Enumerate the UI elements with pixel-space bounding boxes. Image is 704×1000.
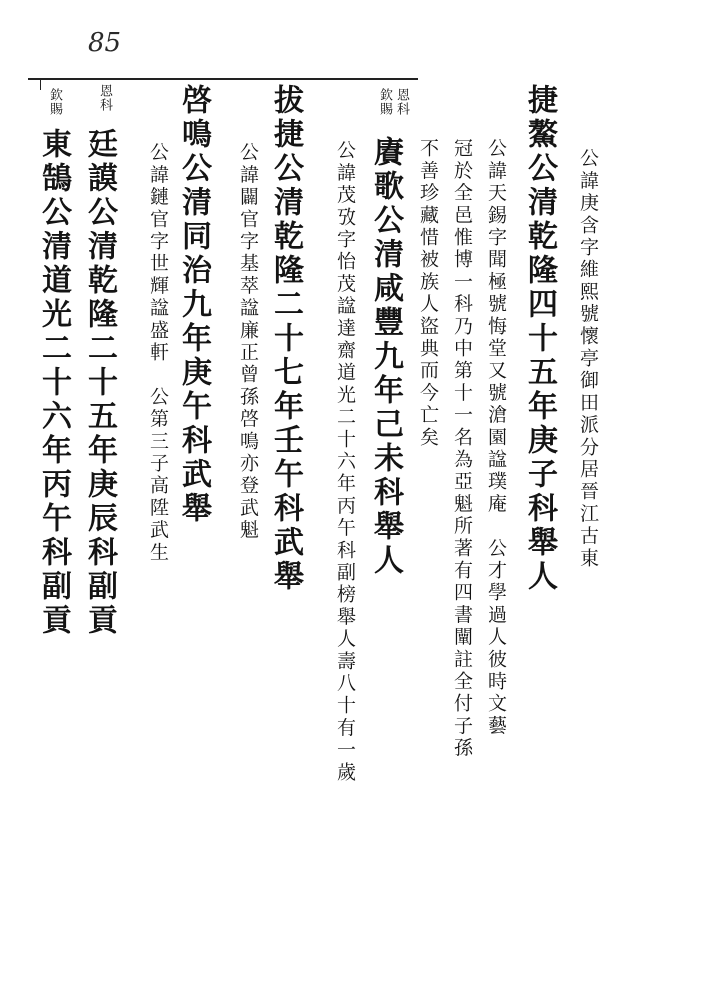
note-donghu: 欽賜 [47,88,62,116]
page-number: 85 [88,28,122,58]
text-column-1: 公諱庚含字維熙號懷亭御田派分居晉江古東 [577,148,599,570]
text-column-11: 公諱鏈官字世輝諡盛軒 公第三子高陞武生 [147,142,169,564]
text-column-8: 拔捷公清乾隆二十七年壬午科武舉 [268,84,303,594]
text-column-3: 公諱天錫字聞極號悔堂又號滄園諡璞庵 公才學過人彼時文藝 [485,138,507,738]
note-gexun-a: 欽賜 [377,88,392,116]
note-tingmo: 恩科 [97,84,112,112]
left-rule [40,78,41,90]
text-column-7: 公諱茂攷字怡茂諡達齋道光二十六年丙午科副榜舉人壽八十有一歲 [334,140,356,784]
text-column-5: 不善珍藏惜被族人盜典而今亡矣 [417,138,439,449]
text-column-13: 東鵠公清道光二十六年丙午科副貢 [36,128,71,638]
text-column-6: 賡歌公清咸豐九年己未科舉人 [368,136,403,578]
note-gexun-b: 恩科 [394,88,409,116]
text-column-12: 廷謨公清乾隆二十五年庚辰科副貢 [82,128,117,638]
top-rule [28,78,418,80]
text-column-9: 公諱闢官字基萃諡廉正曾孫啓鳴亦登武魁 [237,142,259,542]
text-column-4: 冠於全邑惟博一科乃中第十一名為亞魁所著有四書闡註全付子孫 [451,138,473,760]
text-column-2: 捷鰲公清乾隆四十五年庚子科舉人 [522,84,557,594]
text-column-10: 啓鳴公清同治九年庚午科武舉 [176,84,211,526]
